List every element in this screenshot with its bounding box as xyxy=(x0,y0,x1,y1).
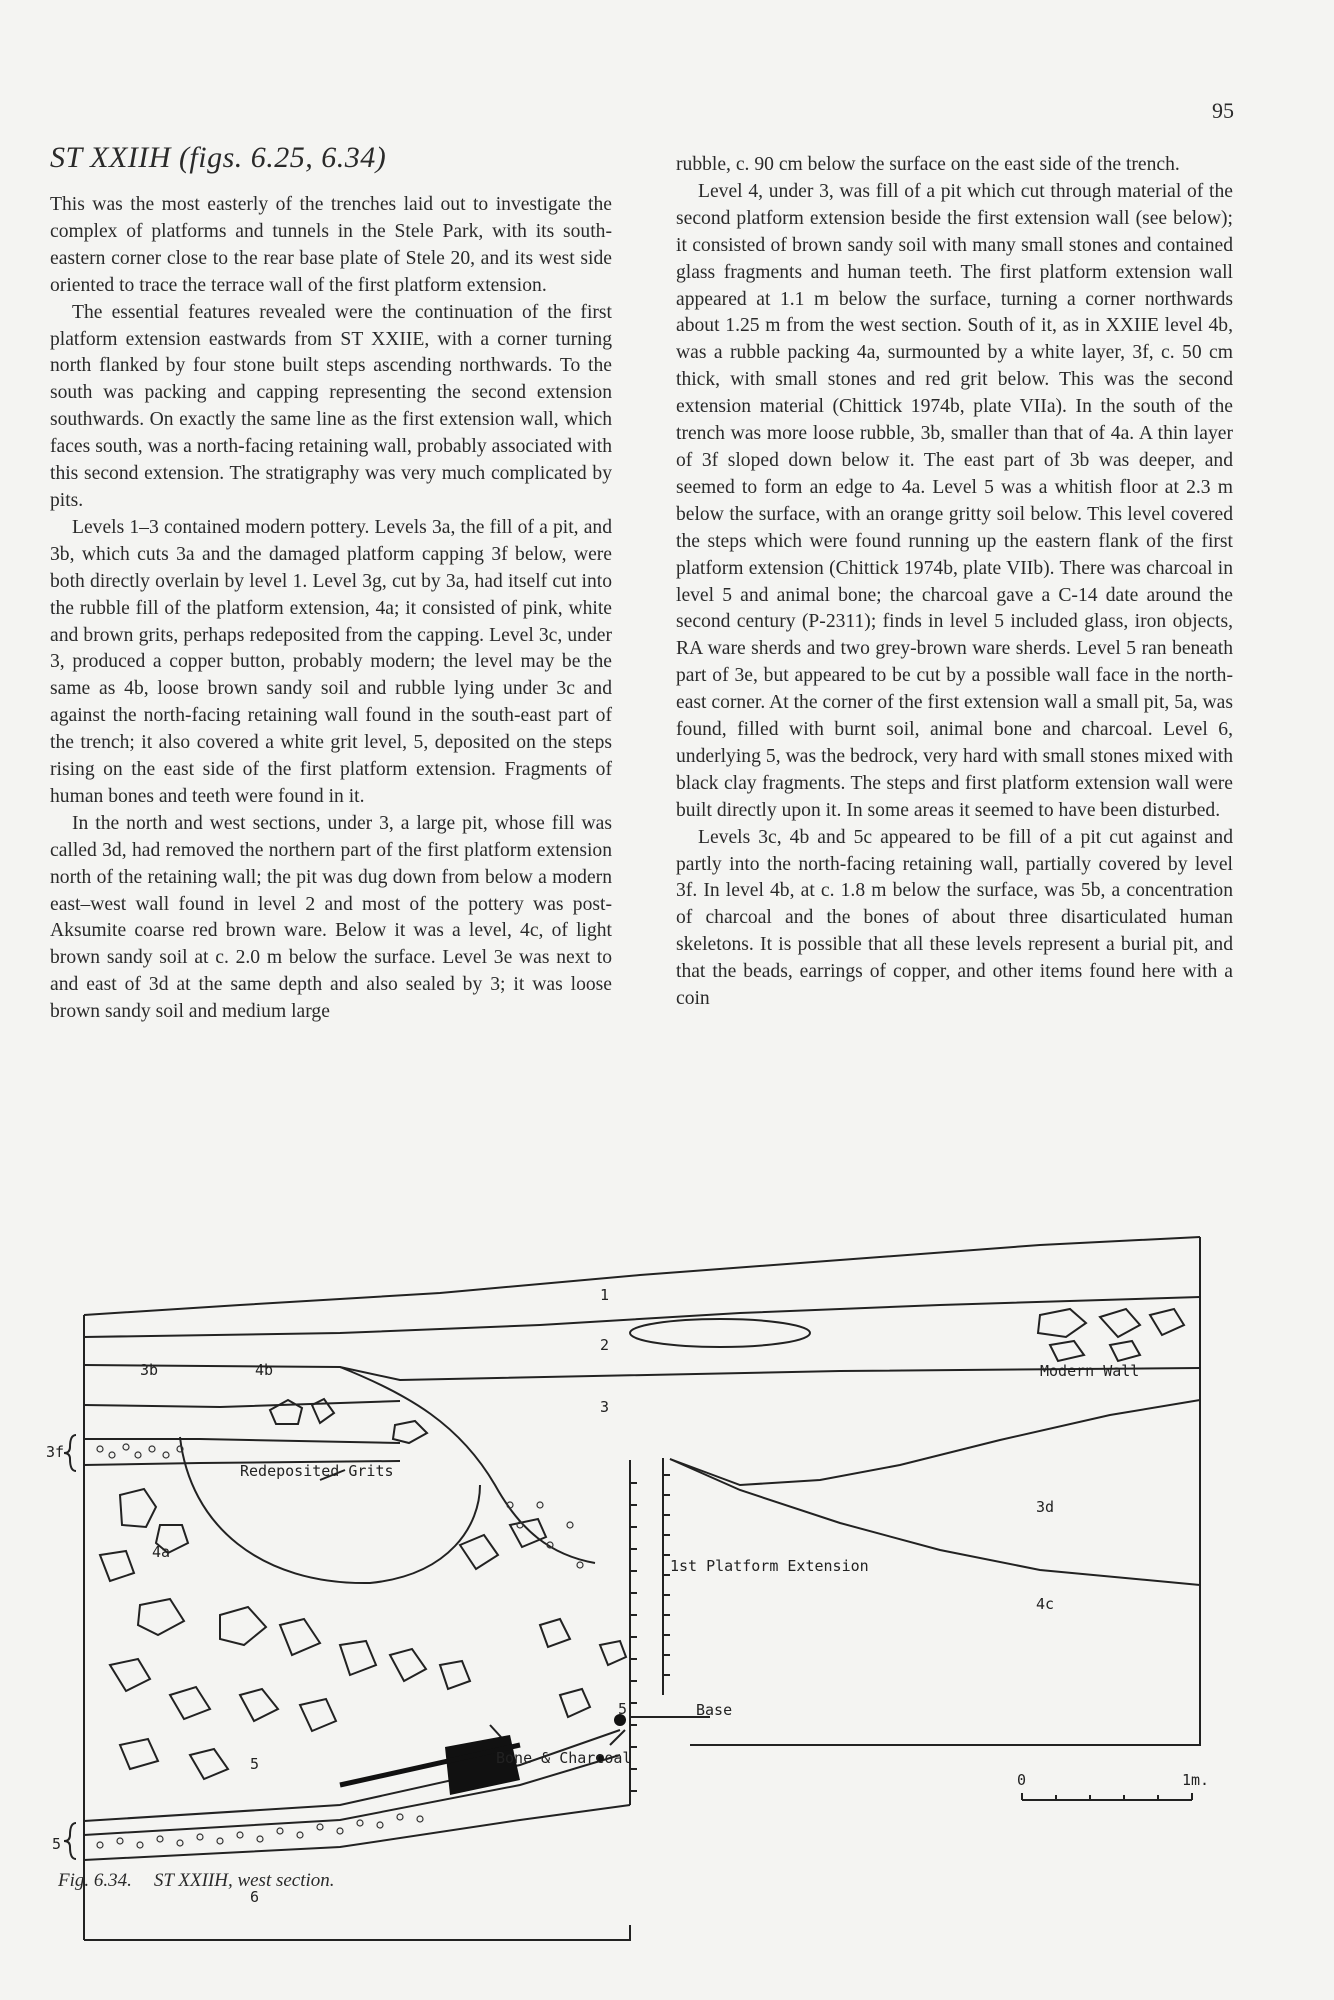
scale-zero-label: 0 xyxy=(1017,1771,1027,1789)
label-base: Base xyxy=(696,1701,733,1719)
paragraph: In the north and west sections, under 3, a large pit, whose fill was called 3d, had removed the northern part of the first platform extension north of the retaining wall; the pit was dug down from below a modern east–west wall found in level 2 and most of the pottery was post-Aksumite coarse red brown ware. Below it was a level, 4c, of light brown sandy soil at c. 2.0 m below the surface. Level 3e was next to and east of 3d at the same depth and also sealed by 3; it was loose brown sandy soil and medium large xyxy=(50,812,612,1023)
paragraph: Level 4, under 3, was fill of a pit which cut through material of the second platform extension beside the first extension wall (see below); it consisted of brown sandy soil with many small stones and contained glass fragments and human teeth. The first platform extension wall appeared at 1.1 m below the surface, turning a corner northwards about 1.25 m from the west section. South of it, as in XXIIE level 4b, was a rubble packing 4a, surmounted by a white layer, 3f, c. 50 cm thick, with small stones and red grit below. This was the second extension material (Chittick 1974b, plate VIIa). In the south of the trench was more loose rubble, 3b, smaller than that of 4a. A thin layer of 3f sloped down below it. The east part of 3b was deeper, and seemed to form an edge to 4a. Level 5 was a whitish floor at 2.3 m below the surface, with an orange gritty soil below. This level covered the steps which were found running up the eastern flank of the first platform extension (Chittick 1974b, plate VIIb). There was charcoal in level 5 and animal bone; the charcoal gave a C-14 date around the second century (P-2311); finds in level 5 included glass, iron objects, RA ware sherds and two grey-brown ware sherds. Level 5 ran beneath part of 3e, but appeared to be cut by a possible wall face in the north-east corner. At the corner of the first extension wall a small pit, 5a, was found, filled with burnt soil, animal bone and charcoal. Level 6, underlying 5, was the bedrock, very hard with small stones mixed with black clay fragments. The steps and first platform extension wall were built directly upon it. In some areas it seemed to have been disturbed. xyxy=(676,180,1233,821)
label-redeposited-grits: Redeposited Grits xyxy=(240,1462,394,1480)
paragraph: This was the most easterly of the trenches laid out to investigate the complex of platforms and tunnels in the Stele Park, with its south-eastern corner close to the rear base plate of Stele 20, and its west side oriented to trace the terrace wall of the first platform extension. xyxy=(50,194,612,296)
paragraph: Levels 1–3 contained modern pottery. Levels 3a, the fill of a pit, and 3b, which cuts 3a and the damaged platform capping 3f below, were both directly overlain by level 1. Level 3g, cut by 3a, had itself cut into the rubble fill of the platform extension, 4a; it consisted of pink, white and brown grits, perhaps redeposited from the capping. Level 3c, under 3, produced a copper button, probably modern; the level may be the same as 4b, loose brown sandy soil and rubble lying under 3c and against the north-facing retaining wall found in the south-east part of the trench; it also covered a white grit level, 5, deposited on the steps rising on the east side of the first platform extension. Fragments of human bones and teeth were found in it. xyxy=(50,516,612,807)
label-level-6: 6 xyxy=(250,1888,260,1906)
label-level-4b: 4b xyxy=(255,1361,274,1379)
figure-caption xyxy=(58,1870,335,1892)
label-level-3f: 3f xyxy=(46,1443,65,1461)
label-level-2: 2 xyxy=(600,1336,610,1354)
page-number: 95 xyxy=(1212,98,1234,123)
paragraph: Levels 3c, 4b and 5c appeared to be fill of a pit cut against and partly into the north-facing retaining wall, partially covered by level 3f. In level 4b, at c. 1.8 m below the surface, was 5b, a concentration of charcoal and the bones of about three disarticulated human skeletons. It is possible that all these levels represent a burial pit, and that the beads, earrings of copper, and other items found here with a coin xyxy=(676,826,1233,1010)
right-column xyxy=(676,152,1233,1013)
label-level-1: 1 xyxy=(600,1286,610,1304)
label-modern-wall: Modern Wall xyxy=(1040,1362,1140,1380)
label-level-3: 3 xyxy=(600,1398,610,1416)
label-bone-charcoal: Bone & Charcoal xyxy=(496,1749,632,1767)
label-platform-extension: 1st Platform Extension xyxy=(670,1557,869,1575)
label-level-4c: 4c xyxy=(1036,1595,1055,1613)
paragraph: The essential features revealed were the continuation of the first platform extension eastwards from ST XXIIE, with a corner turning north flanked by four stone built steps ascending northwards. To the south was packing and capping representing the second extension southwards. On exactly the same line as the first extension wall, which faces south, was a north-facing retaining wall, probably associated with this second extension. The stratigraphy was very much complicated by pits. xyxy=(50,301,612,511)
scale-end-label: 1m. xyxy=(1182,1771,1210,1789)
label-level-5-right: 5 xyxy=(618,1700,628,1718)
left-column xyxy=(50,192,612,1026)
label-level-5-inner: 5 xyxy=(250,1755,260,1773)
label-level-3b: 3b xyxy=(140,1361,159,1379)
section-heading: ST XXIIH (figs. 6.25, 6.34) xyxy=(50,141,387,174)
figure-number: Fig. 6.34. xyxy=(58,1870,132,1891)
label-level-3d: 3d xyxy=(1036,1498,1055,1516)
figure-caption-text: ST XXIIH, west section. xyxy=(153,1870,335,1891)
label-level-5-left: 5 xyxy=(52,1835,62,1853)
label-level-4a: 4a xyxy=(152,1543,171,1561)
paragraph: rubble, c. 90 cm below the surface on the east side of the trench. xyxy=(676,154,1180,175)
